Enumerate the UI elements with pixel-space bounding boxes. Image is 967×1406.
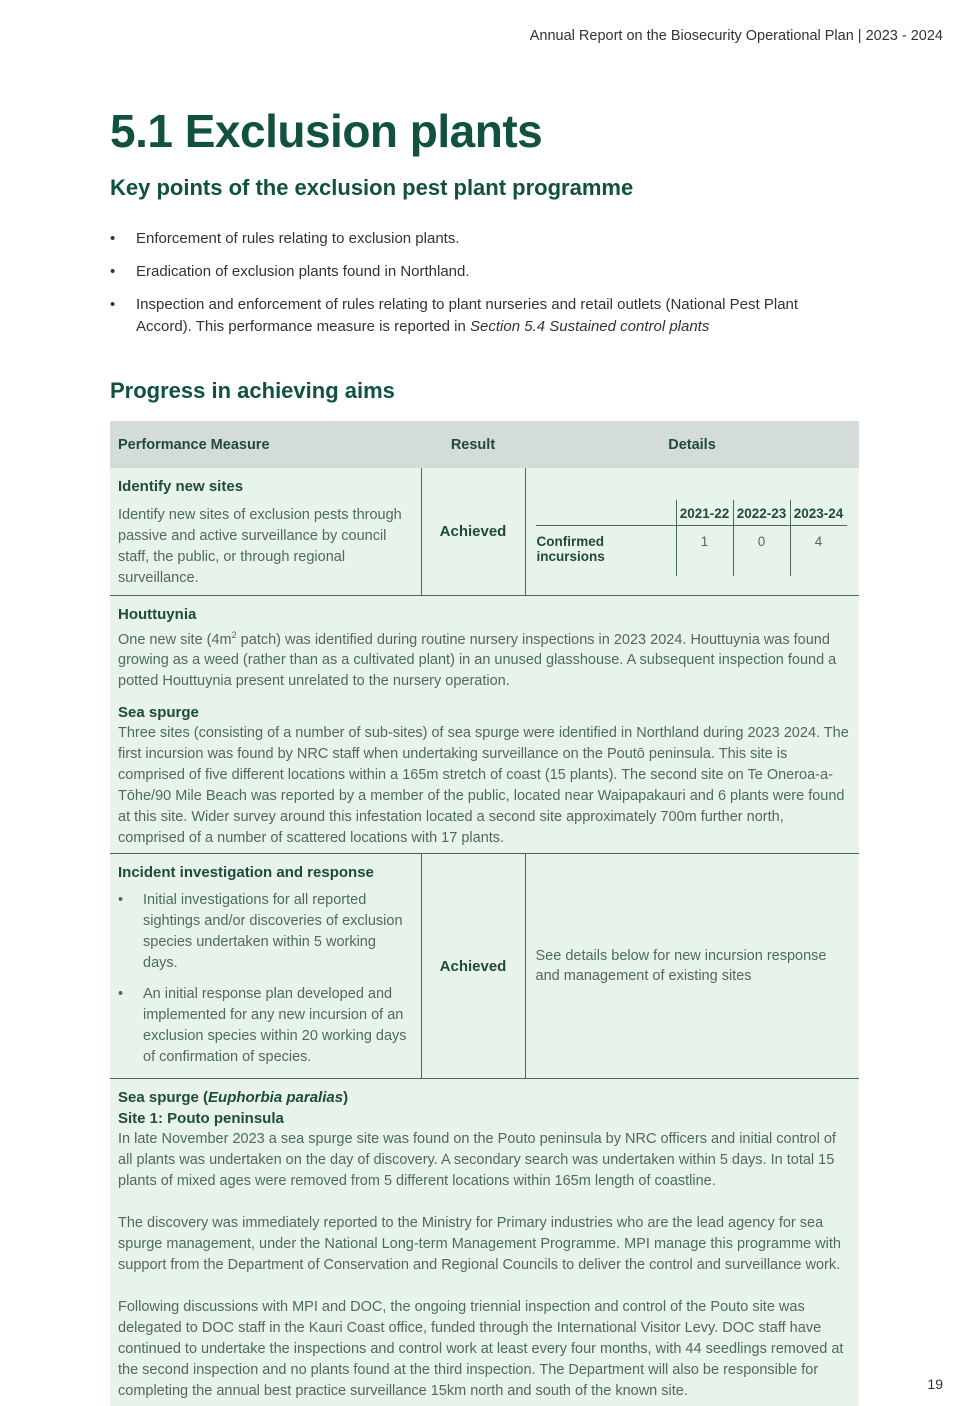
performance-table — [110, 421, 859, 1406]
response-paragraph: Following discussions with MPI and DOC, the ongoing triennial inspection and control of the Pouto site was delegated to DOC staff in the Kauri Coast office, funded through the International Visitor Levy. DOC staff have continued to undertake the inspections and control work at least every four months, with 44 seedlings removed at the second inspection and no plants found at the third inspection. The Department will also be responsible for completing the annual best practice surveillance 15km north and south of the known site. — [118, 1299, 844, 1400]
seaspurge-title: Sea spurge — [118, 704, 199, 722]
incursions-value: 4 — [790, 526, 847, 577]
result-cell: Achieved — [421, 854, 525, 1079]
page-number: 19 — [927, 1376, 943, 1392]
measure-bullet: • An initial response plan developed and implemented for any new incursion of an exclusion species within 20 working days of confirmation of species. — [110, 984, 421, 1068]
table-row — [110, 595, 859, 854]
title-part: ) — [343, 1089, 349, 1107]
progress-heading: Progress in achieving aims — [110, 378, 395, 403]
year-header: 2022-23 — [733, 500, 790, 526]
incursions-label: Confirmed incursions — [536, 534, 605, 564]
key-point-item — [110, 261, 850, 283]
key-point-text: Inspection and enforcement of rules relating to plant nurseries and retail outlets (National Pest Plant Accord). This performance measure is reported in — [136, 296, 799, 335]
measure-bullet: • Initial investigations for all reported sightings and/or discoveries of exclusion species undertaken within 5 working days. — [110, 890, 421, 974]
key-point-item — [110, 228, 850, 250]
measure-cell — [110, 468, 421, 595]
result-cell: Achieved — [421, 468, 525, 595]
running-header: Annual Report on the Biosecurity Operational Plan | 2023 - 2024 — [529, 28, 943, 44]
key-point-text: Eradication of exclusion plants found in Northland. — [136, 263, 470, 280]
houttuynia-text-part: patch) was identified during routine nursery inspections in 2023 2024. Houttuynia was found growing as a weed (rather than as a cultivated plant) in an unused glasshouse. A subsequent inspection found a potted Houttuynia present unrelated to the nursery operation. — [118, 631, 837, 690]
seaspurge-text: Three sites (consisting of a number of sub-sites) of sea spurge were identified in Northland during 2023 2024. The first incursion was found by NRC staff when undertaking surveillance on the Poutō peninsula. This site is comprised of five different locations within a 165m stretch of coast (15 plants). The second site on Te Oneroa-a-Tōhe/90 Mile Beach was reported by a member of the public, located near Waipapakauri and 6 plants were found at this site. Wider survey around this infestation located a second site approximately 700m further north, comprised of a number of scattered locations with 17 plants. — [118, 725, 849, 847]
houttuynia-seaspurge-cell — [110, 595, 859, 854]
incursions-value: 0 — [733, 526, 790, 577]
header-performance-measure: Performance Measure — [110, 421, 421, 468]
houttuynia-title: Houttuynia — [118, 605, 197, 623]
key-point-item — [110, 294, 850, 338]
details-text: See details below for new incursion response and management of existing sites — [535, 948, 827, 985]
page-title: 5.1 Exclusion plants — [110, 105, 543, 157]
header-details: Details — [525, 421, 859, 468]
superscript: 2 — [231, 629, 237, 640]
measure-title: Incident investigation and response — [118, 864, 374, 882]
measure-description: Identify new sites of exclusion pests through passive and active surveillance by council staff, the public, or through regional surveillance. — [118, 507, 402, 586]
seaspurge-response-cell — [110, 1079, 859, 1406]
key-point-text: Enforcement of rules relating to exclusion plants. — [136, 230, 460, 247]
table-row — [110, 468, 859, 595]
key-points-list — [110, 228, 850, 349]
incursions-value: 1 — [676, 526, 733, 577]
table-row — [110, 1079, 859, 1406]
year-header: 2021-22 — [676, 500, 733, 526]
table-header-row — [110, 421, 859, 468]
site-title: Site 1: Pouto peninsula — [118, 1110, 284, 1128]
houttuynia-text — [118, 625, 851, 693]
section-reference: Section 5.4 Sustained control plants — [470, 318, 710, 335]
response-paragraph: In late November 2023 a sea spurge site was found on the Pouto peninsula by NRC officers and initial control of all plants was undertaken on the day of discovery. A secondary search was undertaken within 5 days. In total 15 plants of mixed ages were removed from 5 different locations within 165m length of coastline. — [118, 1131, 836, 1190]
species-name: Euphorbia paralias — [208, 1089, 344, 1107]
incursions-table — [536, 500, 847, 576]
title-part: Sea spurge ( — [118, 1089, 209, 1107]
seaspurge-response-title — [118, 1087, 851, 1108]
header-result: Result — [421, 421, 525, 468]
table-row — [110, 854, 859, 1079]
houttuynia-text-part: One new site (4m — [118, 631, 232, 648]
response-paragraph: The discovery was immediately reported to the Ministry for Primary industries who are the lead agency for sea spurge management, under the National Long-term Management Programme. MPI manage this programme with support from the Department of Conservation and Regional Councils to deliver the control and surveillance work. — [118, 1215, 841, 1274]
measure-cell — [110, 854, 421, 1079]
details-cell — [525, 468, 859, 595]
year-header: 2023-24 — [790, 500, 847, 526]
key-points-heading: Key points of the exclusion pest plant programme — [110, 175, 634, 200]
details-cell — [525, 854, 859, 1079]
measure-bullets — [110, 890, 421, 1068]
measure-title: Identify new sites — [118, 478, 244, 495]
incursions-corner — [536, 500, 677, 526]
